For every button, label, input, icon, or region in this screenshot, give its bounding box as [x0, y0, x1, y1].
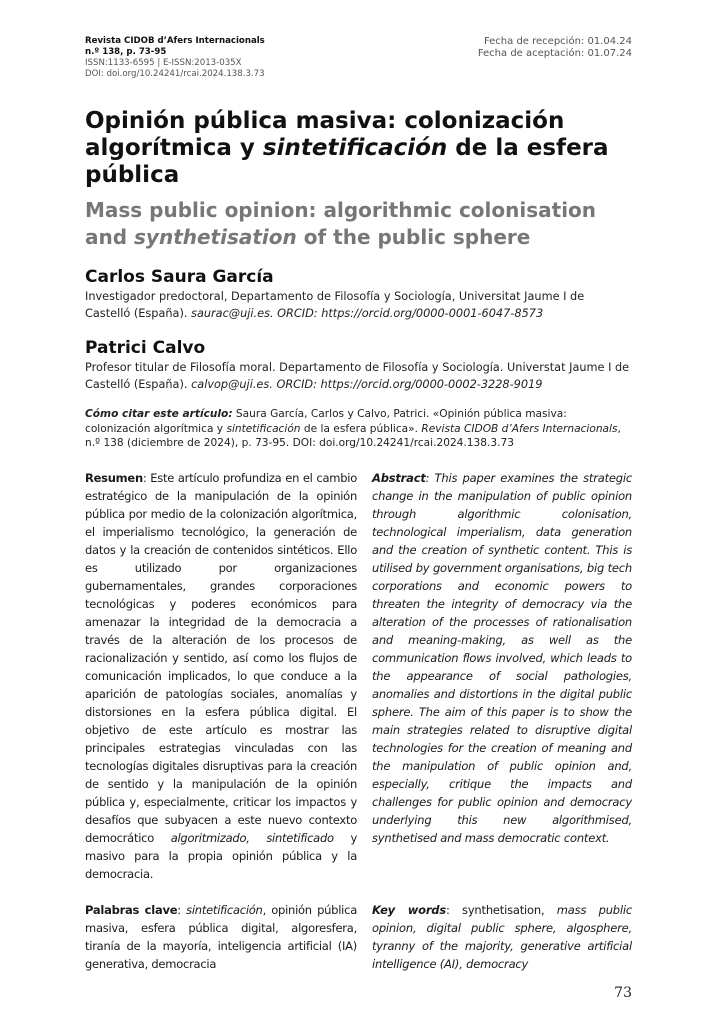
journal-issn: ISSN:1133-6595 | E-ISSN:2013-035X	[85, 58, 242, 68]
author-contact[interactable]: calvop@uji.es. ORCID: https://orcid.org/0000-0002-3228-9019	[191, 378, 543, 391]
citation-text: de la esfera pública».	[300, 422, 422, 435]
author-name: Carlos Saura García	[85, 267, 274, 287]
resumen-italic: algoritmizado, sintetificado	[170, 830, 334, 845]
author-block	[85, 338, 632, 393]
journal-name: Revista CIDOB d’Afers Internacionals	[85, 36, 265, 46]
keywords-es	[85, 901, 357, 973]
resumen-text: y masivo para la propia opinión pública y la democracia.	[85, 830, 358, 881]
keywords-sep: :	[177, 902, 187, 917]
abstract-text: : This paper examines the strategic change in the manipulation of public opinion through algorithmic colonisation, technological imperialism, data generation and the creation of synthetic content. This is utilised by government organisations, big tech corporations and economic powers to threaten the integrity of democracy via the alteration of the processes of rationalisation and meaning-making, as well as the communication flows involved, which leads to the appearance of social pathologies, anomalies and distortions in the digital public sphere. The aim of this paper is to show the main strategies related to disruptive digital technologies for the creation of meaning and the manipulation of public opinion and, especially, critique the impacts and challenges for public opinion and democracy underlying this new algorithmised, synthetised and mass democratic context.	[372, 470, 632, 845]
article-title	[85, 108, 632, 189]
title-text: Opinión pública masiva: colonización algorítmica y	[85, 108, 565, 161]
keywords-text: : synthetisation,	[445, 902, 557, 917]
citation-italic: sintetificación	[226, 422, 301, 435]
resumen	[85, 469, 357, 883]
author-affiliation: Profesor titular de Filosofía moral. Departamento de Filosofía y Sociología. Universtat Jaume I de Castelló (España).	[85, 361, 630, 391]
author-contact[interactable]: saurac@uji.es. ORCID: https://orcid.org/0000-0001-6047-8573	[191, 307, 544, 320]
keywords-italic: mass public opinion, digital public sphere, algosphere, tyranny of the majority, generative artificial intelligence (AI), democracy	[372, 902, 632, 971]
accepted-date: Fecha de aceptación: 01.07.24	[477, 48, 632, 59]
resumen-text: : Este artículo profundiza en el cambio estratégico de la manipulación de la opinión pública por medio de la colonización algorítmica, el imperialismo tecnológico, la generación de datos y la creación de contenidos sintéticos. Ello es utilizado por organizaciones gubernamentales, grandes corporaciones tecnológicas y poderes económicos para amenazar la integridad de la democracia a través de la alteración de los procesos de racionalización y sentido, así como los flujos de comunicación implicados, lo que conduce a la aparición de patologías sociales, anomalías y distorsiones en la esfera pública digital. El objetivo de este artículo es mostrar las principales estrategias vinculadas con las tecnologías digitales disruptivas para la creación de sentido y la manipulación de la opinión pública y, especialmente, criticar los impactos y desafíos que subyacen a este nuevo contexto democrático	[85, 470, 357, 845]
citation-journal: Revista CIDOB d’Afers Internacionals	[421, 422, 618, 435]
citation	[85, 407, 632, 451]
subtitle-text: of the public sphere	[296, 225, 531, 249]
keywords-en	[372, 901, 632, 973]
abstract-columns	[85, 469, 632, 883]
title-text: de la esfera pública	[85, 135, 609, 188]
author-block	[85, 267, 632, 322]
resumen-label: Resumen	[85, 470, 143, 485]
citation-label: Cómo citar este artículo:	[85, 408, 233, 420]
journal-issue: n.º 138, p. 73-95	[85, 47, 167, 57]
dates	[478, 36, 632, 60]
journal-info	[85, 36, 265, 80]
citation-text: , n.º 138 (diciembre de 2024), p. 73-95. DOI: doi.org/10.24241/rcai.2024.138.3.73	[85, 422, 621, 449]
author-affiliation: Investigador predoctoral, Departamento de Filosofía y Sociología, Universitat Jaume I de Castelló (España).	[85, 290, 585, 320]
keywords-italic: sintetificación	[186, 902, 263, 917]
subtitle-text: Mass public opinion: algorithmic colonisation and	[85, 198, 597, 249]
keywords-label: Palabras clave	[85, 902, 178, 917]
keywords-label: Key words	[372, 902, 446, 917]
subtitle-italic: synthetisation	[134, 225, 297, 249]
page-number: 73	[614, 984, 632, 1001]
abstract-label: Abstract	[372, 470, 426, 485]
page-header	[85, 36, 632, 80]
journal-doi: DOI: doi.org/10.24241/rcai.2024.138.3.73	[85, 69, 265, 79]
article-subtitle	[85, 197, 632, 251]
title-italic: sintetificación	[262, 135, 448, 161]
author-name: Patrici Calvo	[85, 338, 206, 358]
received-date: Fecha de recepción: 01.04.24	[483, 36, 632, 47]
keywords-text: , opinión pública masiva, esfera pública digital, algoresfera, tiranía de la mayoría, inteligencia artificial (IA) generativa, democracia	[85, 902, 357, 971]
keyword-columns	[85, 901, 632, 973]
citation-text: Saura García, Carlos y Calvo, Patrici. «Opinión pública masiva: colonización algorítmica y	[85, 408, 567, 435]
abstract	[372, 469, 632, 847]
